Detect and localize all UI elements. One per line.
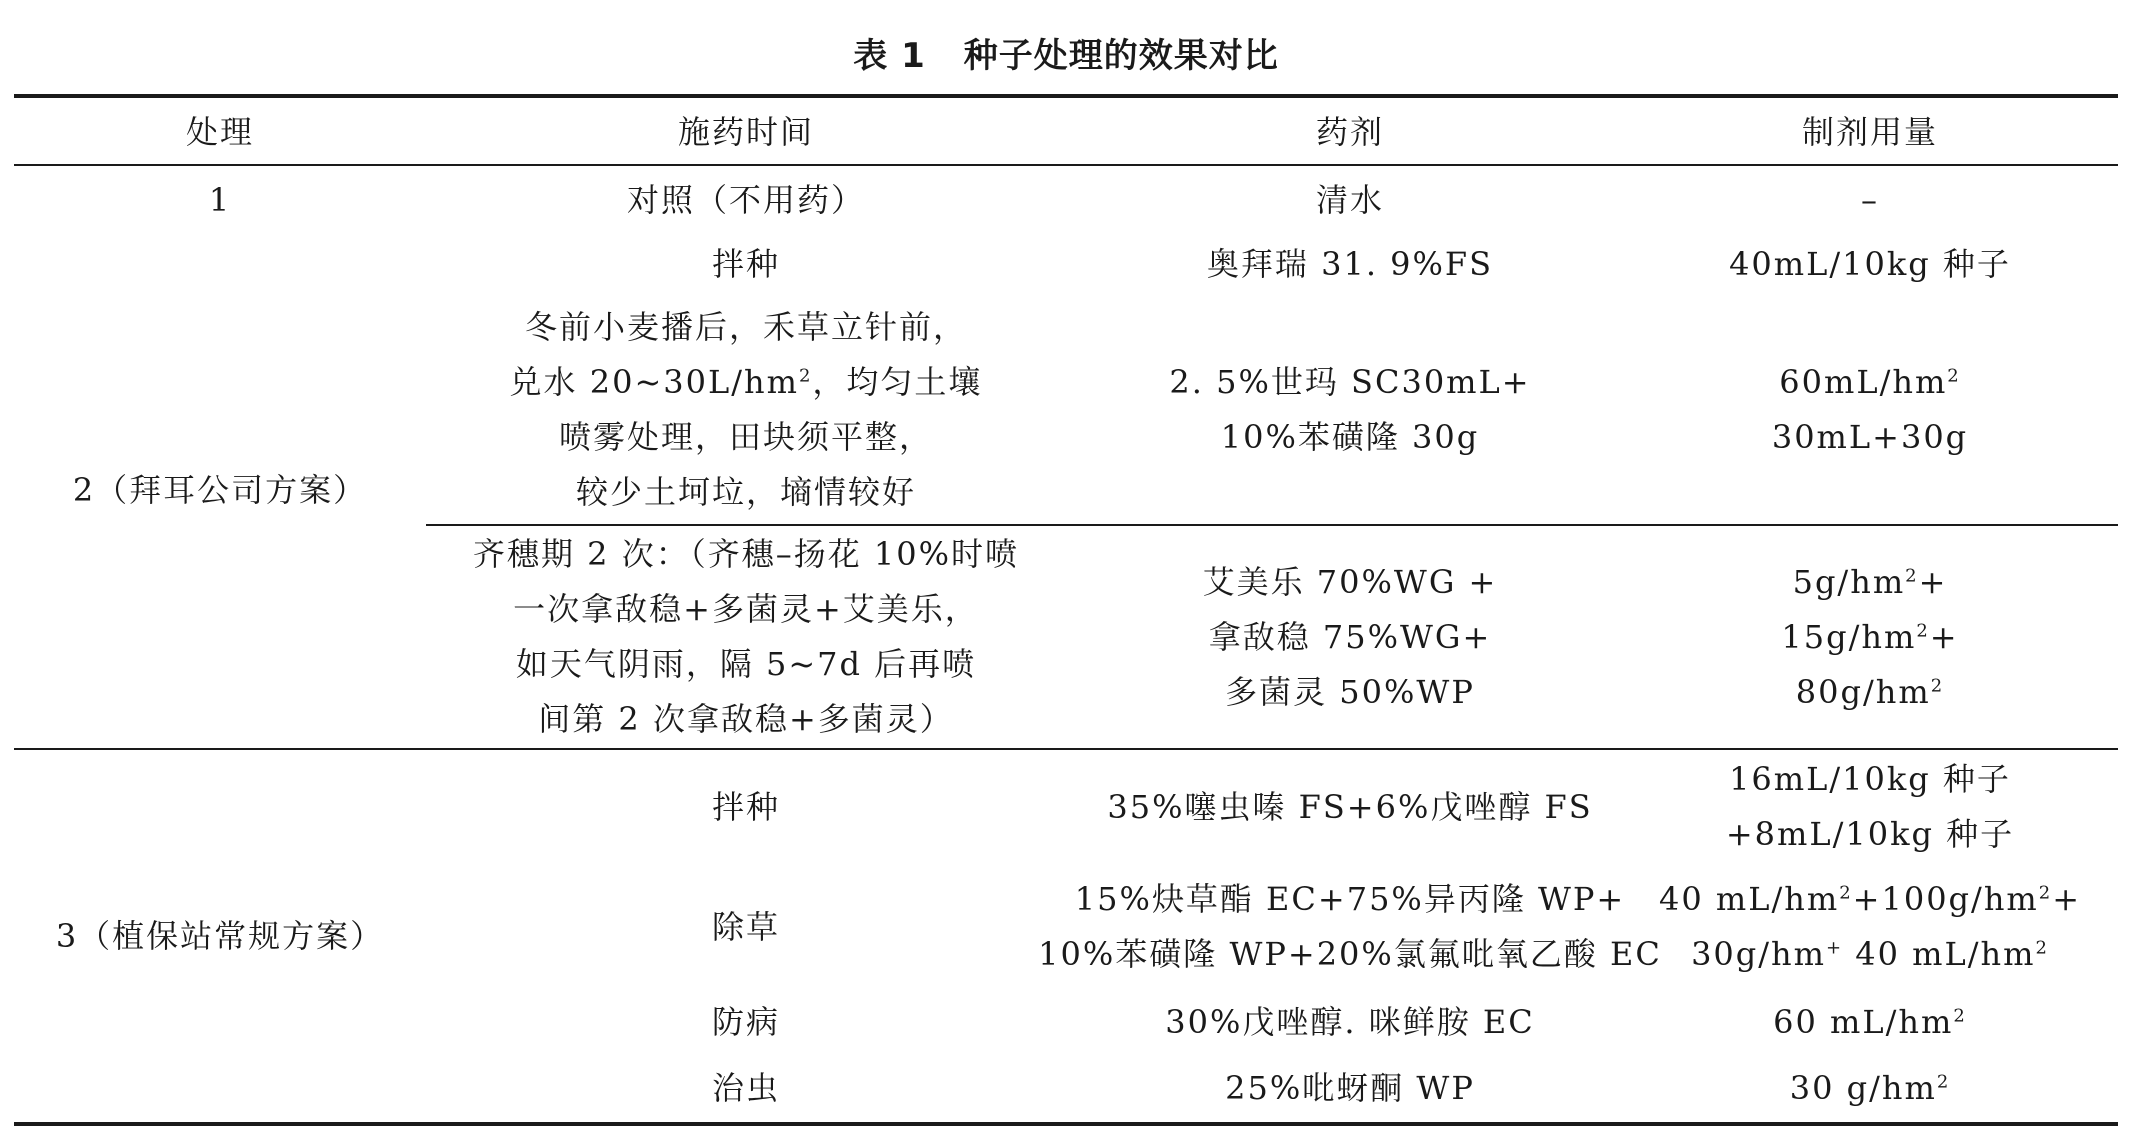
r2b-timing bbox=[426, 300, 1066, 520]
r2c-dosage-line: $15g/hm^2+$ bbox=[1781, 617, 1959, 656]
r2b-timing-line: 兑水 $20\sim 30L/hm^2$，均匀土壤 bbox=[509, 363, 983, 401]
r2c-agent-line: 多菌灵 50%WP bbox=[1225, 672, 1475, 711]
r3-disease-dosage bbox=[1660, 994, 2080, 1050]
r2-treatment: 2（拜耳公司方案） bbox=[72, 470, 368, 509]
group-divider-rule bbox=[14, 748, 2118, 750]
r3-disease-dosage-line: 60 $mL/hm^2$ bbox=[1773, 1002, 1967, 1041]
r3-seed-agent: 35%噻虫嗪 FS+6%戊唑醇 FS bbox=[1107, 787, 1593, 826]
r2b-timing-line: 冬前小麦播后，禾草立针前， bbox=[524, 308, 967, 346]
r3-pest-dosage bbox=[1660, 1060, 2080, 1116]
r2b-agent bbox=[1040, 300, 1660, 520]
r2a-agent: 奥拜瑞 31. 9%FS bbox=[1206, 244, 1494, 283]
r2c-dosage-line: $5g/hm^2+$ bbox=[1792, 562, 1948, 601]
r2c-timing bbox=[426, 528, 1066, 746]
r3-disease-agent: 30%戊唑醇. 咪鲜胺 EC bbox=[1165, 1002, 1535, 1041]
r1-timing: 对照（不用药） bbox=[626, 180, 865, 219]
r2b-dosage bbox=[1660, 300, 2080, 520]
r1-treatment: 1 bbox=[208, 180, 232, 219]
r3-weed-timing: 除草 bbox=[711, 907, 780, 946]
r1-dosage: – bbox=[1861, 180, 1879, 219]
r3-seed-dosage bbox=[1660, 752, 2080, 862]
r3-weed-agent bbox=[1040, 872, 1660, 982]
r2c-agent bbox=[1040, 528, 1660, 746]
r3-seed-timing: 拌种 bbox=[711, 787, 780, 826]
r2b-timing-line: 较少土坷垃，墒情较好 bbox=[575, 473, 916, 511]
r3-weed-dosage bbox=[1660, 872, 2080, 982]
r3-pest-timing: 治虫 bbox=[711, 1068, 780, 1107]
r3-treatment: 3（植保站常规方案） bbox=[55, 916, 385, 955]
top-rule bbox=[14, 94, 2118, 98]
header-treatment: 处理 bbox=[185, 112, 254, 151]
r3-pest-dosage-line: 30 $g/hm^2$ bbox=[1789, 1068, 1951, 1107]
header-timing: 施药时间 bbox=[677, 112, 814, 151]
bottom-rule bbox=[14, 1122, 2118, 1126]
r3-weed-agent-line: 15%炔草酯 EC+75%异丙隆 WP+ bbox=[1074, 880, 1626, 918]
header-rule bbox=[14, 164, 2118, 166]
table-title bbox=[0, 28, 2132, 77]
r2c-agent-line: 拿敌稳 75%WG+ bbox=[1208, 617, 1492, 656]
r1-agent: 清水 bbox=[1315, 180, 1384, 219]
r2c-timing-line: 齐穗期 2 次：（齐穗–扬花 10%时喷 bbox=[472, 535, 1019, 573]
r2c-timing-line: 一次拿敌稳+多菌灵+艾美乐， bbox=[513, 590, 979, 628]
r3-weed-dosage-line: 40 $mL/hm^2+100g/hm^2+$ bbox=[1658, 880, 2082, 918]
header-dosage: 制剂用量 bbox=[1801, 112, 1938, 151]
r2b-timing-line: 喷雾处理，田块须平整， bbox=[558, 418, 933, 456]
r2c-agent-line: 艾美乐 70%WG + bbox=[1202, 562, 1498, 601]
r3-seed-dosage-line: 16mL/10kg 种子 bbox=[1729, 760, 2011, 798]
r2b-dosage-line: $60mL/hm^2$ bbox=[1779, 363, 1961, 401]
r2b-agent-line: 2. 5%世玛 SC30mL+ bbox=[1169, 363, 1531, 401]
header-agent: 药剂 bbox=[1315, 112, 1384, 151]
r2a-dosage: 40mL/10kg 种子 bbox=[1729, 244, 2011, 283]
r2a-timing: 拌种 bbox=[711, 244, 780, 283]
r2b-dosage-line: 30mL+30g bbox=[1771, 418, 1969, 456]
r3-weed-agent-line: 10%苯磺隆 WP+20%氯氟吡氧乙酸 EC bbox=[1038, 935, 1662, 973]
r3-seed-dosage-line: +8mL/10kg 种子 bbox=[1725, 815, 2015, 853]
r2c-timing-line: 如天气阴雨，隔 5~7d 后再喷 bbox=[515, 645, 977, 683]
r2b-agent-line: 10%苯磺隆 30g bbox=[1220, 418, 1480, 456]
r2c-dosage-line: $80g/hm^2$ bbox=[1795, 672, 1945, 711]
r3-disease-timing: 防病 bbox=[711, 1002, 780, 1041]
r2c-dosage bbox=[1660, 528, 2080, 746]
r3-weed-dosage-line: 30g/hm+ 40 $mL/hm^2$ bbox=[1691, 935, 2049, 973]
table-number: 表 1 bbox=[853, 36, 926, 76]
table-caption: 种子处理的效果对比 bbox=[963, 36, 1279, 76]
r3-pest-agent: 25%吡蚜酮 WP bbox=[1225, 1068, 1475, 1107]
group2-inner-rule bbox=[426, 524, 2118, 526]
r2c-timing-line: 间第 2 次拿敌稳+多菌灵） bbox=[538, 700, 954, 738]
